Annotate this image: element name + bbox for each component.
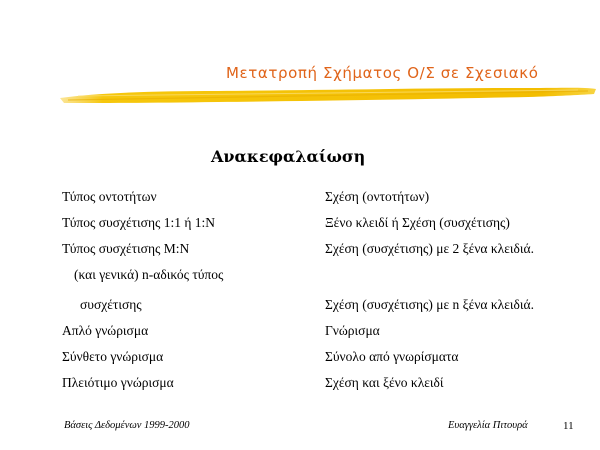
mapping-left-5: συσχέτισης [80, 297, 142, 312]
mapping-left-7: Σύνθετο γνώρισμα [62, 349, 164, 364]
slide-subtitle: Ανακεφαλαίωση [211, 147, 366, 166]
mapping-right-7: Σύνολο από γνωρίσματα [325, 349, 459, 364]
title-underline-brush [58, 84, 598, 106]
footer-author: Ευαγγελία Πιτουρά [448, 420, 528, 431]
mapping-left-2: Τύπος συσχέτισης 1:1 ή 1:Ν [62, 215, 216, 230]
mapping-right-1: Σχέση (οντοτήτων) [325, 189, 430, 204]
mapping-left-6: Απλό γνώρισμα [62, 323, 149, 338]
mapping-right-3: Σχέση (συσχέτισης) με 2 ξένα κλειδιά. [325, 241, 534, 256]
mapping-left-8: Πλειότιμο γνώρισμα [62, 375, 174, 390]
mapping-right-2: Ξένο κλειδί ή Σχέση (συσχέτισης) [325, 215, 510, 230]
mapping-left-4: (και γενικά) n-αδικός τύπος [74, 267, 224, 282]
mapping-right-6: Γνώρισμα [325, 323, 380, 338]
page-number: 11 [563, 420, 574, 432]
mapping-left-3: Τύπος συσχέτισης Μ:Ν [62, 241, 190, 256]
footer-course: Βάσεις Δεδομένων 1999-2000 [64, 420, 190, 431]
slide-title: Μετατροπή Σχήματος Ο/Σ σε Σχεσιακό [226, 64, 539, 82]
mapping-right-5: Σχέση (συσχέτισης) με n ξένα κλειδιά. [325, 297, 534, 312]
mapping-left-1: Τύπος οντοτήτων [62, 189, 157, 204]
mapping-right-8: Σχέση και ξένο κλειδί [325, 375, 444, 390]
